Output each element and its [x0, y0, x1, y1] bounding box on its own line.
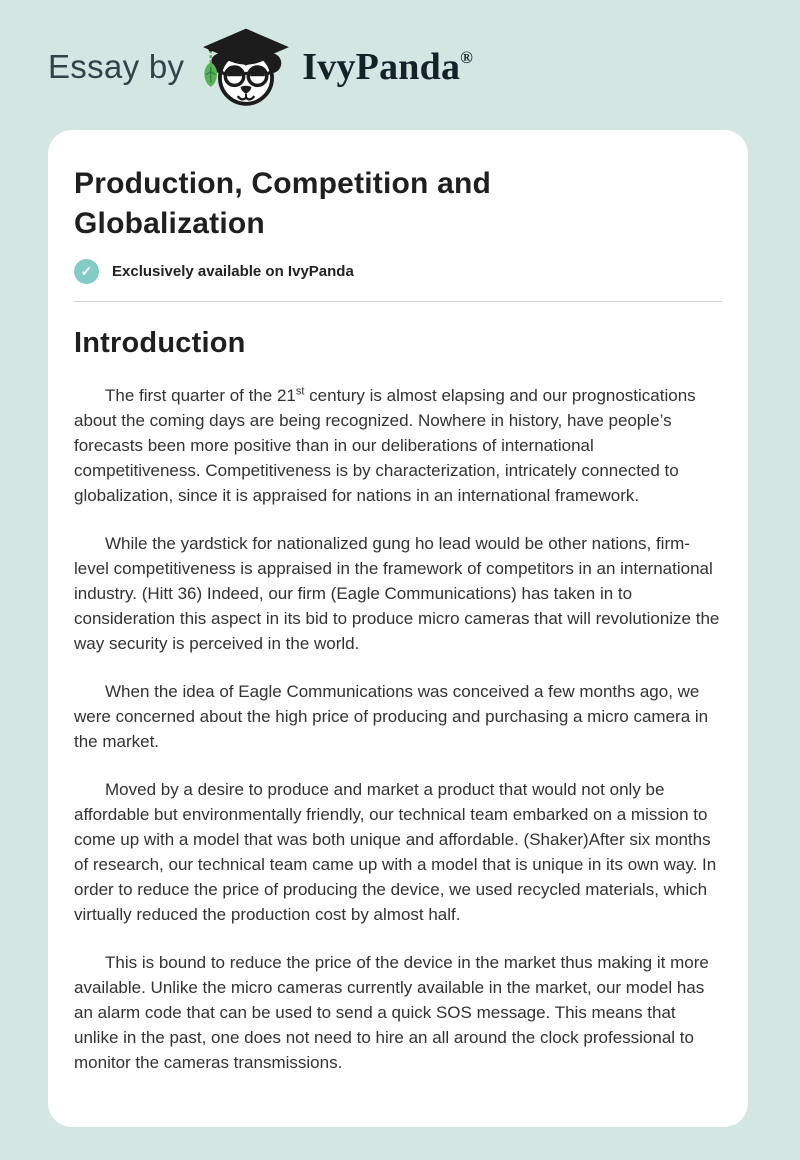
paragraph-5: This is bound to reduce the price of the device in the market thus making it more available. Unlike the micro cameras currently available in the market, our model has an alarm code that can be used to send a quick SOS message. This means that unlike in the past, one does not need to hire an all around the clock professional to monitor the cameras transmissions. [74, 953, 709, 1072]
exclusive-badge [74, 259, 722, 284]
essay-title: Production, Competition and Globalization [74, 167, 492, 240]
paragraph-1 [74, 383, 722, 508]
divider [74, 301, 722, 302]
registered-trademark: ® [460, 48, 474, 67]
essay-by-label: Essay by [48, 48, 185, 85]
check-icon: ✓ [74, 259, 99, 284]
paragraph-3: When the idea of Eagle Communications was conceived a few months ago, we were concerned about the high price of producing and purchasing a micro camera in the market. [74, 682, 709, 751]
ivypanda-brand-link[interactable] [200, 27, 473, 107]
paragraph-1-text-after: century is almost elapsing and our prognostications about the coming days are being recognized. Nowhere in history, have people’s forecasts been more positive than in our deliberations of international competitiveness. Competitiveness is by characterization, intricately connected to globalization, since it is appraised for nations in an international framework. [74, 386, 696, 505]
brand-name [302, 45, 473, 89]
site-header [48, 0, 748, 130]
section-heading-introduction: Introduction [74, 327, 246, 359]
essay-card [48, 130, 748, 1127]
ordinal-superscript: st [295, 385, 305, 398]
exclusive-badge-label: Exclusively available on IvyPanda [112, 263, 354, 280]
paragraph-1-text-before: The first quarter of the 21 [105, 386, 296, 405]
panda-graduate-logo-icon [200, 27, 292, 107]
paragraph-4: Moved by a desire to produce and market a product that would not only be affordable but environmentally friendly, our technical team embarked on a mission to come up with a model that was both unique and affordable. (Shaker)After six months of research, our technical team came up with a model that is unique in its own way. In order to reduce the price of producing the device, we used recycled materials, which virtually reduced the production cost by almost half. [74, 780, 717, 924]
paragraph-2: While the yardstick for nationalized gung ho lead would be other nations, firm-level competitiveness is appraised in the framework of competitors in an international industry. (Hitt 36) Indeed, our firm (Eagle Communications) has taken in to consideration this aspect in its bid to produce micro cameras that will revolutionize the way security is perceived in the world. [74, 534, 720, 653]
brand-text: IvyPanda [302, 46, 461, 88]
